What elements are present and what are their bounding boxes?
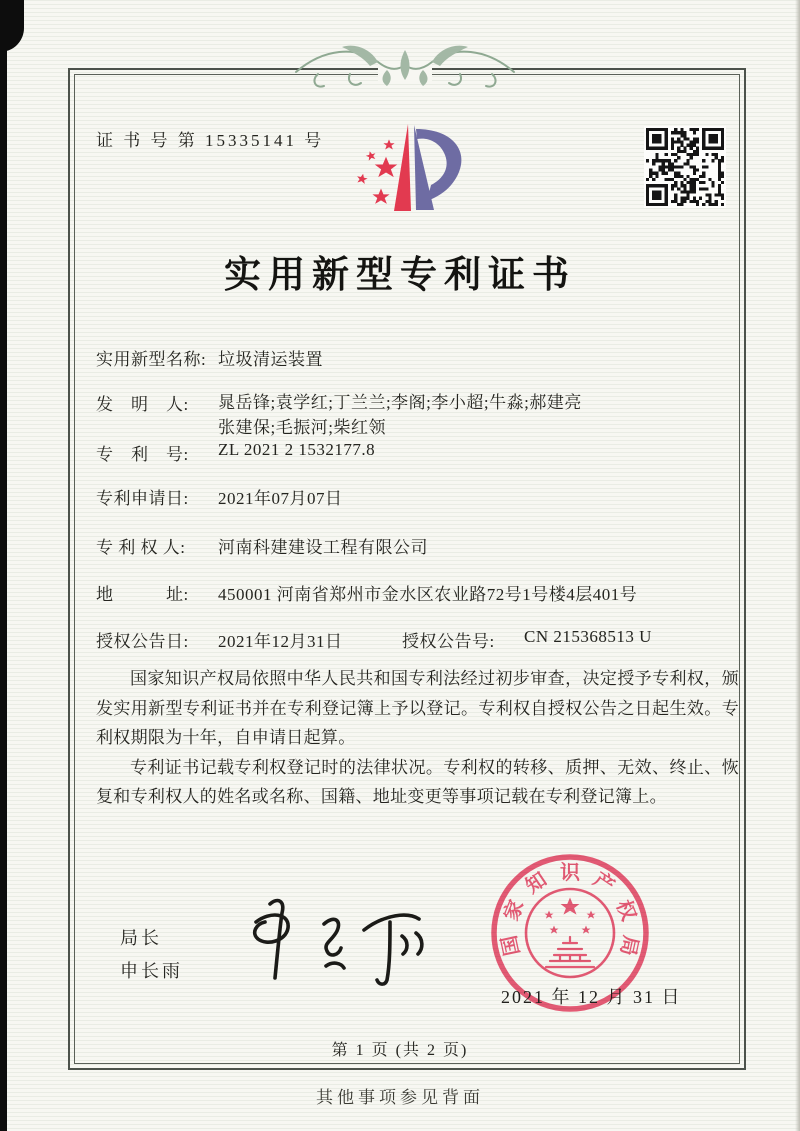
scan-edge-right: [795, 0, 800, 1131]
field-label: 地 址:: [96, 585, 189, 604]
scan-corner-top-left: [0, 0, 24, 52]
field-label: 专 利 权 人:: [96, 538, 186, 557]
logo-red-wedge: [394, 124, 411, 211]
field-inventors: [96, 390, 741, 440]
floral-ornament: [292, 30, 518, 96]
field-patent-number: [96, 440, 741, 465]
field-value: 垃圾清运装置: [218, 350, 323, 369]
field-patentee: [96, 533, 741, 558]
field-address: [96, 580, 741, 605]
seal-char: 产: [589, 868, 619, 899]
logo-stars: [356, 124, 411, 211]
commissioner-signature: [240, 888, 425, 988]
field-value: ZL 2021 2 1532177.8: [218, 440, 376, 459]
seal-char: 局: [615, 933, 642, 958]
field-label: 专 利 号:: [96, 445, 189, 464]
field-utility-model-name: [96, 345, 741, 370]
back-side-note: 其他事项参见背面: [316, 1088, 484, 1107]
legal-body: [96, 664, 739, 812]
field-grant-row: [96, 627, 741, 652]
seal-char: 识: [560, 862, 580, 884]
field-label: 授权公告号:: [402, 632, 495, 651]
national-emblem: [526, 889, 614, 977]
legal-paragraph-1: 国家知识产权局依照中华人民共和国专利法经过初步审查，决定授予专利权，颁发实用新型专利证书并在专利登记簿上予以登记。专利权自授权公告之日起生效。专利权期限为十年，自申请日起算。: [96, 669, 739, 747]
signer-title: 局长: [120, 928, 162, 948]
field-label: 发 明 人:: [96, 395, 189, 414]
certificate-title: 实用新型专利证书: [224, 255, 576, 296]
legal-paragraph-2: 专利证书记载专利权登记时的法律状况。专利权的转移、质押、无效、终止、恢复和专利权人的姓名或名称、国籍、地址变更等事项记载在专利登记簿上。: [96, 757, 739, 806]
logo-p-mark: [414, 125, 461, 210]
field-label: 实用新型名称:: [96, 350, 207, 369]
cnipa-logo: [350, 118, 470, 218]
page-number: 第 1 页 (共 2 页): [331, 1042, 469, 1059]
field-value: CN 215368513 U: [524, 627, 652, 646]
inventors-line-2: 张建保;毛振河;柴红领: [218, 418, 386, 437]
inventors-line-1: 晁岳锋;袁学红;丁兰兰;李阁;李小超;牛淼;郝建亮: [218, 393, 582, 412]
qr-code: [644, 126, 726, 208]
seal-char: 国: [498, 933, 525, 958]
scan-edge-left: [0, 0, 7, 1131]
field-grant-number: [402, 627, 652, 652]
field-filing-date: [96, 484, 741, 509]
field-label: 授权公告日:: [96, 632, 189, 651]
signer-name: 申长雨: [120, 961, 183, 981]
certificate-number: 证 书 号 第 15335141 号: [96, 131, 325, 150]
qr-code-pattern: [646, 128, 724, 206]
field-value: 2021年07月07日: [218, 489, 343, 508]
seal-char: 家: [500, 897, 529, 924]
field-value: 河南科建建设工程有限公司: [218, 538, 428, 557]
seal-char: 知: [521, 868, 551, 899]
field-value: 2021年12月31日: [218, 632, 343, 651]
field-value: 450001 河南省郑州市金水区农业路72号1号楼4层401号: [218, 585, 638, 604]
seal-date: 2021 年 12 月 31 日: [501, 987, 682, 1007]
field-label: 专利申请日:: [96, 489, 189, 508]
seal-char: 权: [611, 897, 640, 924]
